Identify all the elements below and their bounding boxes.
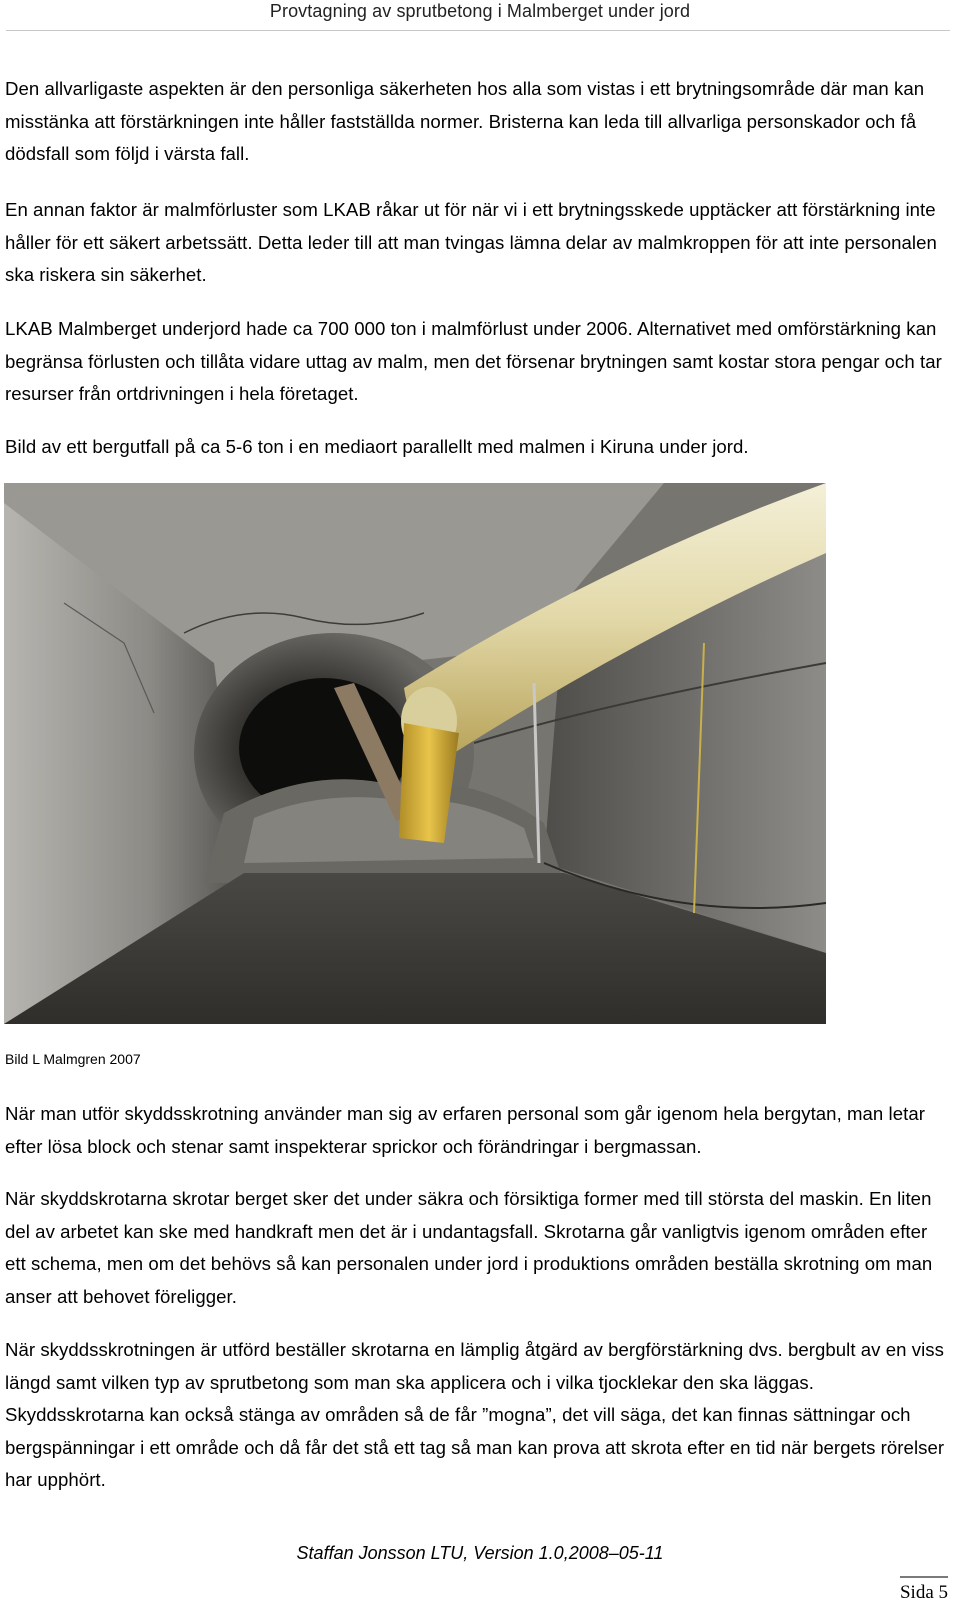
paragraph-photo-intro: Bild av ett bergutfall på ca 5-6 ton i en mediaort parallellt med malmen i Kiruna under jord. (5, 436, 749, 457)
paragraph-scaling-method: När skyddskrotarna skrotar berget sker det under säkra och försiktiga former med till största del maskin. En liten del av arbetet kan ske med handkraft men det är i undantagsfall. Skrotarna går vanligtvis igenom områden efter ett schema, men om det behövs så kan personalen under jord i produktions områden beställa skrotning om man anser att behovet föreligger. (5, 1188, 933, 1307)
page-header: Provtagning av sprutbetong i Malmberget under jord (269, 1, 691, 21)
header-divider (6, 30, 950, 31)
paragraph-reinforcement: När skyddsskrotningen är utförd beställer skrotarna en lämplig åtgärd av bergförstärkning dvs. bergbult av en viss längd samt vilken typ av sprutbetong som man ska applicera och i vilka tjocklekar den ska läggas. Skyddsskrotarna kan också stänga av områden så de får ”mogna”, det vill säga, det kan finnas sättningar och bergspänningar i ett område och då får det stå ett tag så man kan prova att skrota efter en tid när bergets rörelser har upphört. (5, 1339, 945, 1490)
page-footer: Staffan Jonsson LTU, Version 1.0,2008–05-11 (296, 1543, 664, 1563)
mine-tunnel-rockfall-photo-icon (4, 483, 826, 1024)
photo-caption: Bild L Malmgren 2007 (5, 1051, 141, 1067)
paragraph-scaling-personnel: När man utför skyddsskrotning använder man sig av erfaren personal som går igenom hela bergytan, man letar efter lösa block och stenar samt inspekterar sprickor och förändringar i bergmassan. (5, 1103, 925, 1157)
paragraph-safety: Den allvarligaste aspekten är den personliga säkerheten hos alla som vistas i ett brytningsområde där man kan misstänka att förstärkningen inte håller fastställda normer. Bristerna kan leda till allvarliga personskador och få dödsfall som följd i värsta fall. (5, 78, 925, 164)
paragraph-lkab-2006: LKAB Malmberget underjord hade ca 700 000 ton i malmförlust under 2006. Alternativet med omförstärkning kan begränsa förlusten och tillåta vidare uttag av malm, men det försenar brytningen samt kostar stora pengar och tar resurser från ortdrivningen i hela företaget. (5, 318, 942, 404)
mine-tunnel-photo (4, 483, 826, 1024)
paragraph-ore-loss: En annan faktor är malmförluster som LKAB råkar ut för när vi i ett brytningsskede upptäcker att förstärkning inte håller för ett säkert arbetssätt. Detta leder till att man tvingas lämna delar av malmkroppen för att inte personalen ska riskera sin säkerhet. (5, 199, 937, 285)
page-number: Sida 5 (900, 1576, 948, 1604)
